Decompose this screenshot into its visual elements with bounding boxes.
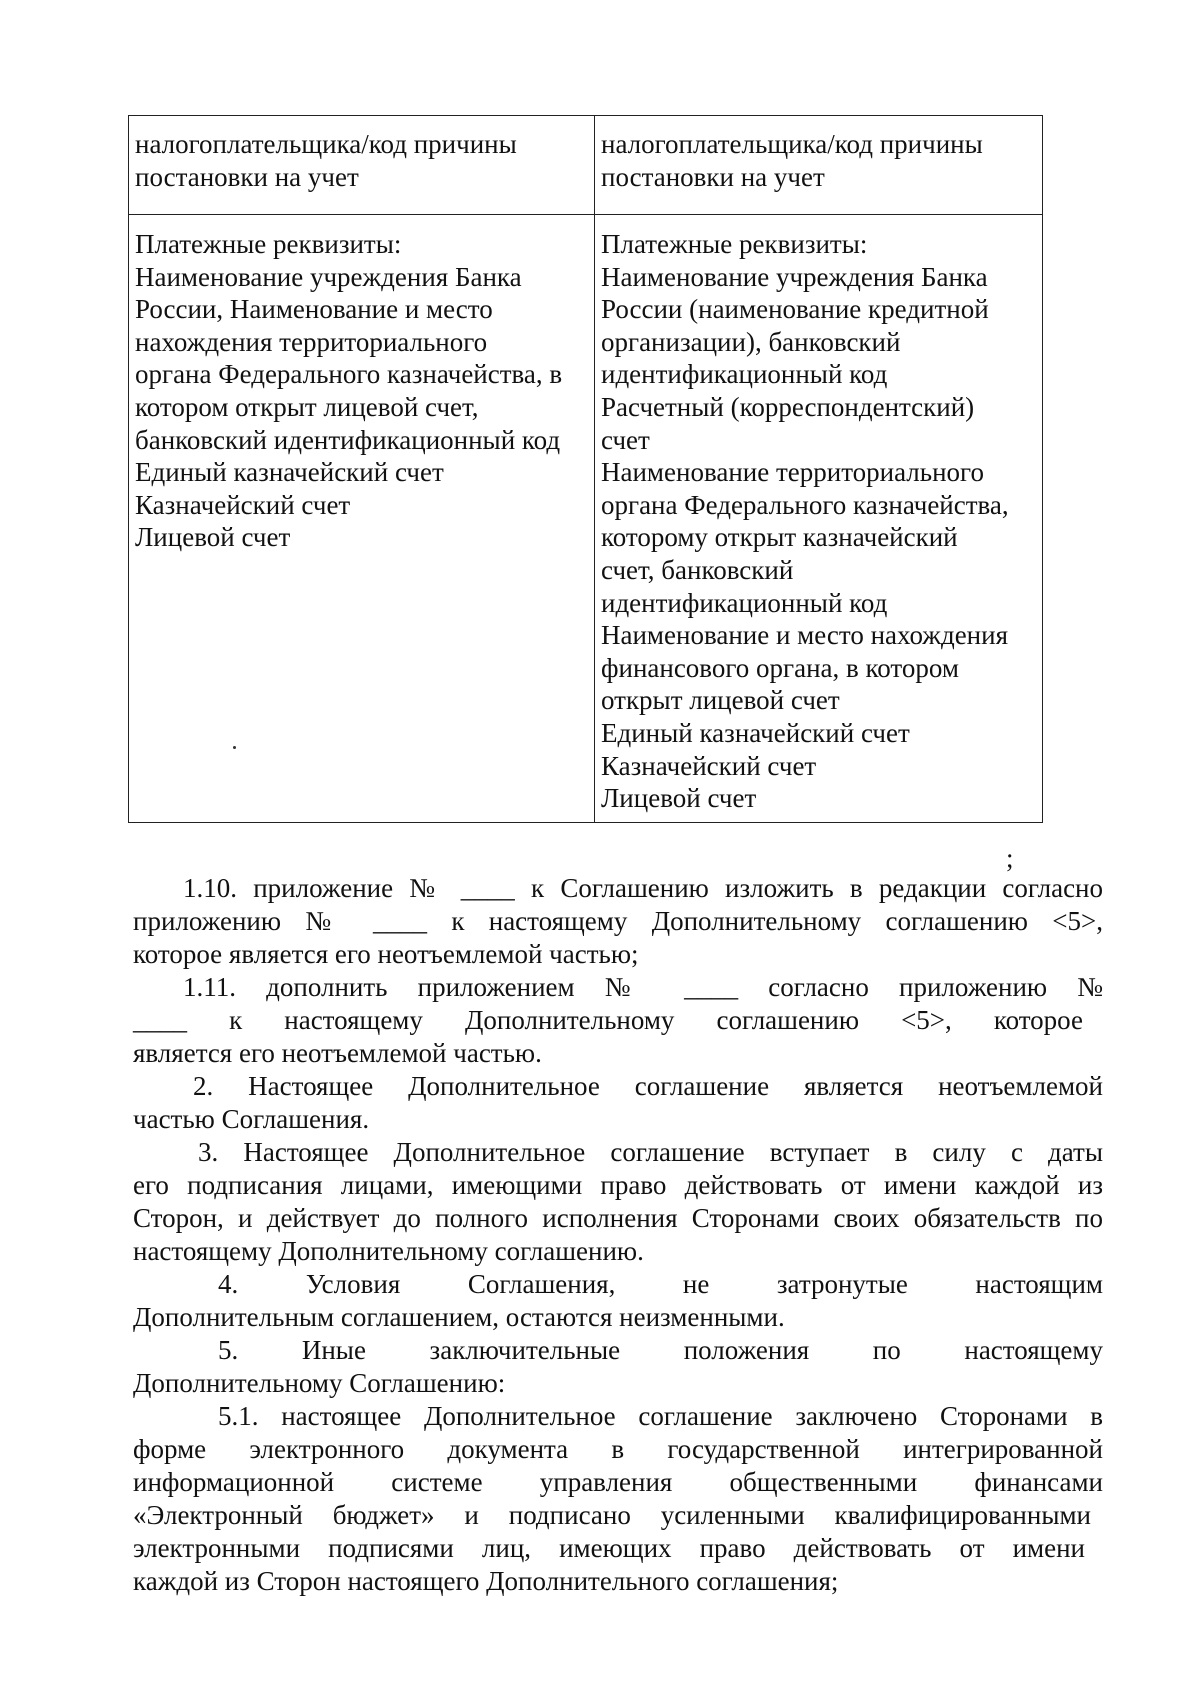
paragraph-line: 1.11. дополнить приложением № ____ согласно приложению № xyxy=(183,972,1103,1002)
paragraph-line: Сторон, и действует до полного исполнения Сторонами своих обязательств по xyxy=(133,1203,1103,1233)
paragraph-line: его подписания лицами, имеющими право действовать от имени каждой из xyxy=(133,1170,1103,1200)
paragraph-line: форме электронного документа в государственной интегрированной xyxy=(133,1434,1103,1464)
paragraph-line: Дополнительному Соглашению: xyxy=(133,1368,506,1398)
scan-dot-mark xyxy=(233,746,236,749)
paragraph-line: 1.10. приложение № ____ к Соглашению изложить в редакции согласно xyxy=(183,873,1103,903)
paragraph-line: ____ к настоящему Дополнительному соглашению <5>, которое xyxy=(133,1005,1083,1035)
table-cell-right: Платежные реквизиты: Наименование учреждения Банка России (наименование кредитной организации), банковский идентификационный код Расчетный (корреспондентский) счет Наименование территориального органа Федерального казначейства, которому открыт казначейский счет, банковский идентификационный код Наименование и место нахождения финансового органа, в котором открыт лицевой счет Единый казначейский счет Казначейский счет Лицевой счет xyxy=(595,215,1043,823)
paragraph-line: электронными подписями лиц, имеющих право действовать от имени xyxy=(133,1533,1085,1563)
paragraph-line: частью Соглашения. xyxy=(133,1104,370,1134)
paragraph-line: которое является его неотъемлемой частью; xyxy=(133,939,639,969)
paragraph-line: является его неотъемлемой частью. xyxy=(133,1038,542,1068)
paragraph-line: «Электронный бюджет» и подписано усиленными квалифицированными xyxy=(133,1500,1091,1530)
paragraph-line: настоящему Дополнительному соглашению. xyxy=(133,1236,644,1266)
trailing-semicolon: ; xyxy=(1006,843,1014,873)
paragraph-line: 3. Настоящее Дополнительное соглашение вступает в силу с даты xyxy=(198,1137,1103,1167)
paragraph-line: 5.1. настоящее Дополнительное соглашение заключено Сторонами в xyxy=(218,1401,1103,1431)
paragraph-line: 4. Условия Соглашения, не затронутые настоящим xyxy=(218,1269,1103,1299)
table-row xyxy=(129,215,1043,823)
paragraph-line: Дополнительным соглашением, остаются неизменными. xyxy=(133,1302,785,1332)
payment-details-table xyxy=(128,115,1043,823)
paragraph-line: информационной системе управления общественными финансами xyxy=(133,1467,1103,1497)
paragraph-line: 5. Иные заключительные положения по настоящему xyxy=(218,1335,1103,1365)
paragraph-line: каждой из Сторон настоящего Дополнительного соглашения; xyxy=(133,1566,839,1596)
paragraph-line: 2. Настоящее Дополнительное соглашение является неотъемлемой xyxy=(193,1071,1103,1101)
table-cell-right: налогоплательщика/код причины постановки на учет xyxy=(595,116,1043,215)
table-row xyxy=(129,116,1043,215)
paragraph-line: приложению № ____ к настоящему Дополнительному соглашению <5>, xyxy=(133,906,1103,936)
table-cell-left: налогоплательщика/код причины постановки на учет xyxy=(129,116,595,215)
table-cell-left: Платежные реквизиты: Наименование учреждения Банка России, Наименование и место нахождения территориального органа Федерального казначейства, в котором открыт лицевой счет, банковский идентификационный код Единый казначейский счет Казначейский счет Лицевой счет xyxy=(129,215,595,823)
